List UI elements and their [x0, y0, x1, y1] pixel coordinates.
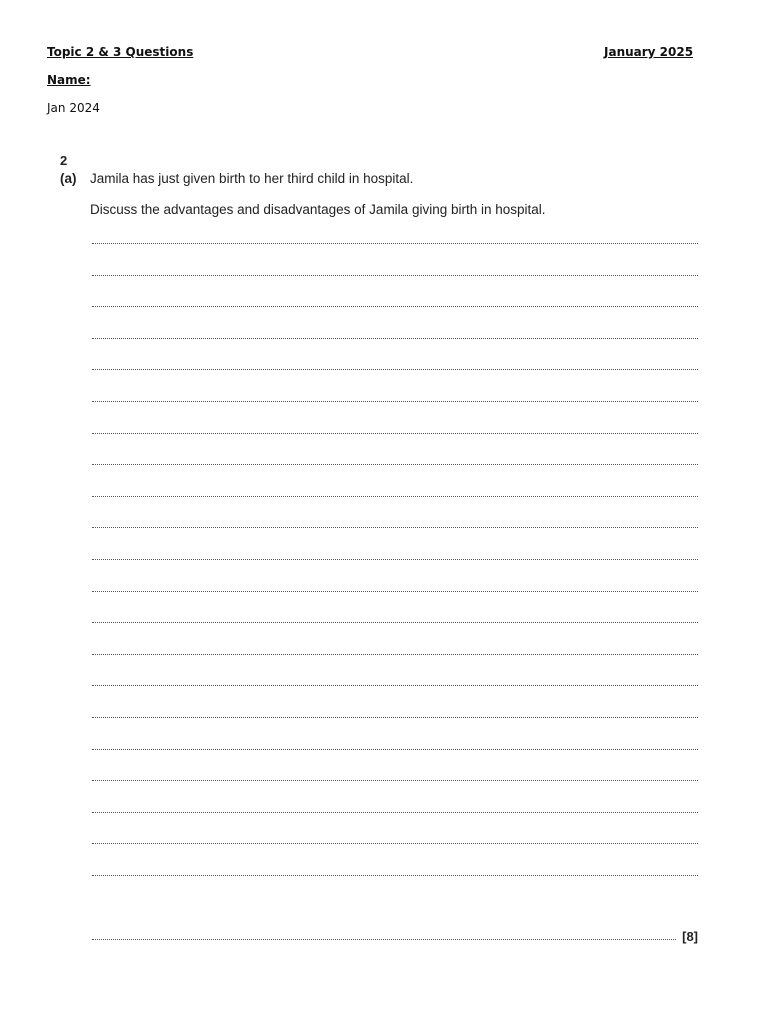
answer-line[interactable]	[92, 275, 698, 307]
question-prompt: Discuss the advantages and disadvantages of Jamila giving birth in hospital.	[90, 202, 546, 217]
answer-line[interactable]	[92, 780, 698, 812]
worksheet-title: Topic 2 & 3 Questions	[47, 45, 194, 59]
answer-line[interactable]	[92, 306, 698, 338]
name-label: Name:	[47, 73, 91, 87]
answer-line[interactable]	[92, 654, 698, 686]
worksheet-date: January 2025	[604, 45, 694, 59]
answer-line[interactable]	[92, 243, 698, 275]
marks-label: [8]	[682, 929, 698, 944]
answer-line[interactable]	[92, 685, 698, 717]
answer-line[interactable]	[92, 622, 698, 654]
answer-line[interactable]	[92, 338, 698, 370]
answer-line[interactable]	[92, 843, 698, 875]
answer-line[interactable]	[92, 496, 698, 528]
answer-lines[interactable]	[92, 243, 698, 906]
answer-line[interactable]	[92, 812, 698, 844]
final-answer-row	[92, 929, 698, 945]
answer-line[interactable]	[92, 749, 698, 781]
answer-line[interactable]	[92, 401, 698, 433]
answer-line[interactable]	[92, 433, 698, 465]
answer-line[interactable]	[92, 464, 698, 496]
answer-line[interactable]	[92, 559, 698, 591]
answer-line[interactable]	[92, 591, 698, 623]
answer-line[interactable]	[92, 939, 676, 940]
question-part: (a)	[60, 171, 77, 186]
answer-line[interactable]	[92, 717, 698, 749]
question-stem: Jamila has just given birth to her third child in hospital.	[90, 171, 414, 186]
exam-session: Jan 2024	[47, 101, 100, 115]
answer-line[interactable]	[92, 369, 698, 401]
answer-line[interactable]	[92, 875, 698, 907]
question-number: 2	[60, 153, 68, 168]
answer-line[interactable]	[92, 527, 698, 559]
